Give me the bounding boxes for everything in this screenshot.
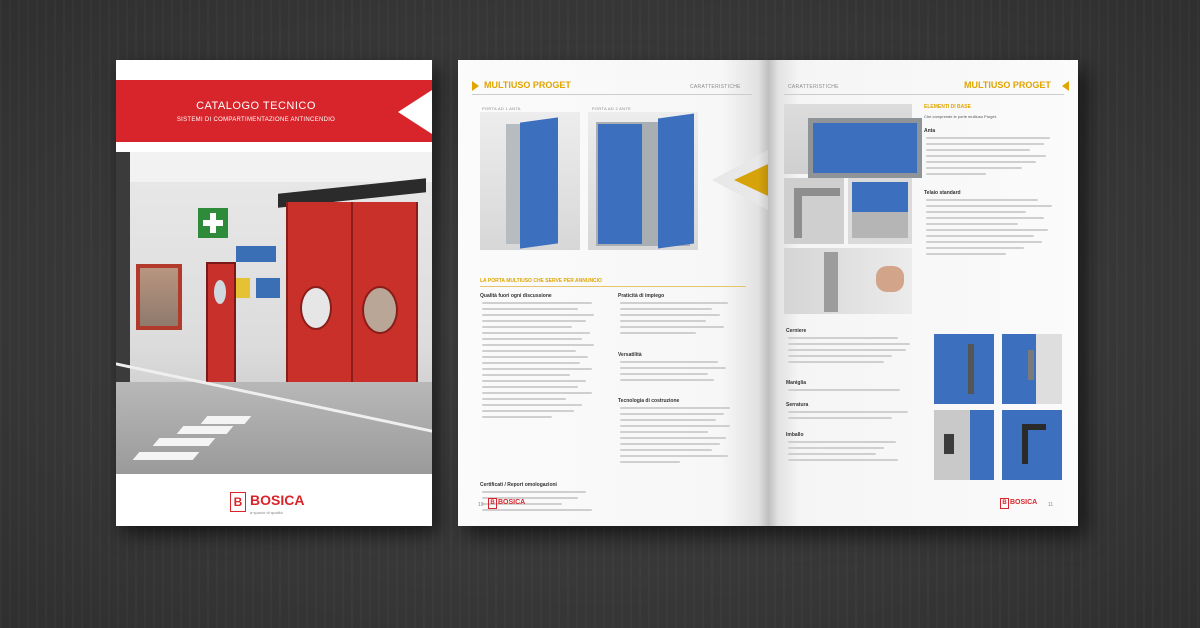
left-page-header-small: CARATTERISTICHE: [690, 84, 741, 90]
right-page-header: MULTIUSO PROGET: [964, 80, 1051, 90]
left-col2-text-2: [620, 361, 738, 385]
right-footer-brand: BOSICA: [1010, 499, 1038, 506]
catalog-cover: [116, 60, 432, 526]
blue-sign: [236, 246, 276, 262]
right-text-serratura: [788, 411, 918, 423]
blue-sign-2: [256, 278, 280, 298]
blue-door-right: [658, 113, 694, 248]
header-triangle-icon: [472, 81, 479, 91]
cover-floor: [116, 382, 432, 474]
left-footer-brand: BOSICA: [498, 499, 526, 506]
left-page: [458, 60, 768, 526]
left-col1-head-1: Qualità fuori ogni discussione: [480, 293, 552, 299]
right-text-cerniere: [788, 337, 918, 367]
right-footer-logo-mark: B: [1000, 498, 1009, 509]
blue-door-left: [598, 124, 642, 244]
yellow-sign: [236, 278, 250, 298]
hardware-photo-3: [934, 410, 994, 480]
right-intro: Che comprende le porte multiuso Proget.: [924, 114, 997, 119]
left-col2-head-2: Versatilità: [618, 352, 642, 358]
left-col1-head-2: Certificati / Report omologazioni: [480, 482, 557, 488]
red-window-frame: [136, 264, 182, 330]
product-photo-single-door: [480, 112, 580, 250]
detail-photo-install: [784, 248, 912, 314]
left-header-rule: [472, 94, 752, 95]
right-head-cerniere: Cerniere: [786, 328, 807, 334]
left-page-number: 10: [478, 502, 484, 508]
right-head-maniglia: Maniglia: [786, 380, 807, 386]
left-page-header: MULTIUSO PROGET: [484, 80, 571, 90]
right-page-header-small: CARATTERISTICHE: [788, 84, 839, 90]
cover-brand-tagline: a·spazio·di·qualità: [250, 510, 283, 515]
left-section-title: LA PORTA MULTIUSO CHE SERVE PER ANNUNCIO: [480, 278, 602, 284]
right-text-imballo: [788, 441, 918, 465]
detail-photo-profile: [848, 178, 912, 244]
left-footer-logo-mark: B: [488, 498, 497, 509]
cover-arrow-shape: [398, 90, 432, 134]
photo-label-1: PORTA AD 1 ANTA: [482, 106, 521, 111]
right-text-maniglia: [788, 389, 918, 395]
right-text-anta: [926, 137, 1066, 179]
right-page-number: 11: [1048, 502, 1054, 508]
right-section-title: ELEMENTI DI BASE: [924, 104, 971, 110]
left-col1-text-1: [482, 302, 600, 422]
left-section-rule: [480, 286, 746, 287]
right-head-serratura: Serratura: [786, 402, 809, 408]
cover-logo-mark: B: [230, 492, 246, 512]
right-head-telaio: Telaio standard: [924, 190, 961, 196]
photo-label-2: PORTA AD 2 ANTE: [592, 106, 632, 111]
left-col2-text-1: [620, 302, 738, 338]
left-col2-text-3: [620, 407, 738, 467]
catalog-spread: [458, 60, 1078, 526]
cover-title: CATALOGO TECNICO: [196, 100, 316, 112]
left-col2-head-1: Praticità di impiego: [618, 293, 665, 299]
cover-photo: [116, 152, 432, 474]
hardware-photo-4: [1002, 410, 1062, 480]
blue-door: [520, 117, 558, 248]
spine-shadow: [758, 60, 778, 526]
cover-brand: BOSICA: [250, 492, 305, 508]
detail-photo-corner: [784, 178, 844, 244]
detail-photo-frame: [784, 104, 912, 174]
hardware-photo-1: [934, 334, 994, 404]
right-header-triangle-icon: [1062, 81, 1069, 91]
small-red-door: [206, 262, 236, 384]
right-page: [768, 60, 1078, 526]
right-head-imballo: Imballo: [786, 432, 804, 438]
left-col2-head-3: Tecnologia di costruzione: [618, 398, 680, 404]
emergency-exit-sign: [198, 208, 228, 238]
product-photo-double-door: [588, 112, 698, 250]
right-header-rule: [784, 94, 1064, 95]
hardware-photo-2: [1002, 334, 1062, 404]
cover-subtitle: SISTEMI DI COMPARTIMENTAZIONE ANTINCENDIO: [176, 117, 336, 123]
right-text-telaio: [926, 199, 1066, 259]
right-head-anta: Anta: [924, 128, 936, 134]
